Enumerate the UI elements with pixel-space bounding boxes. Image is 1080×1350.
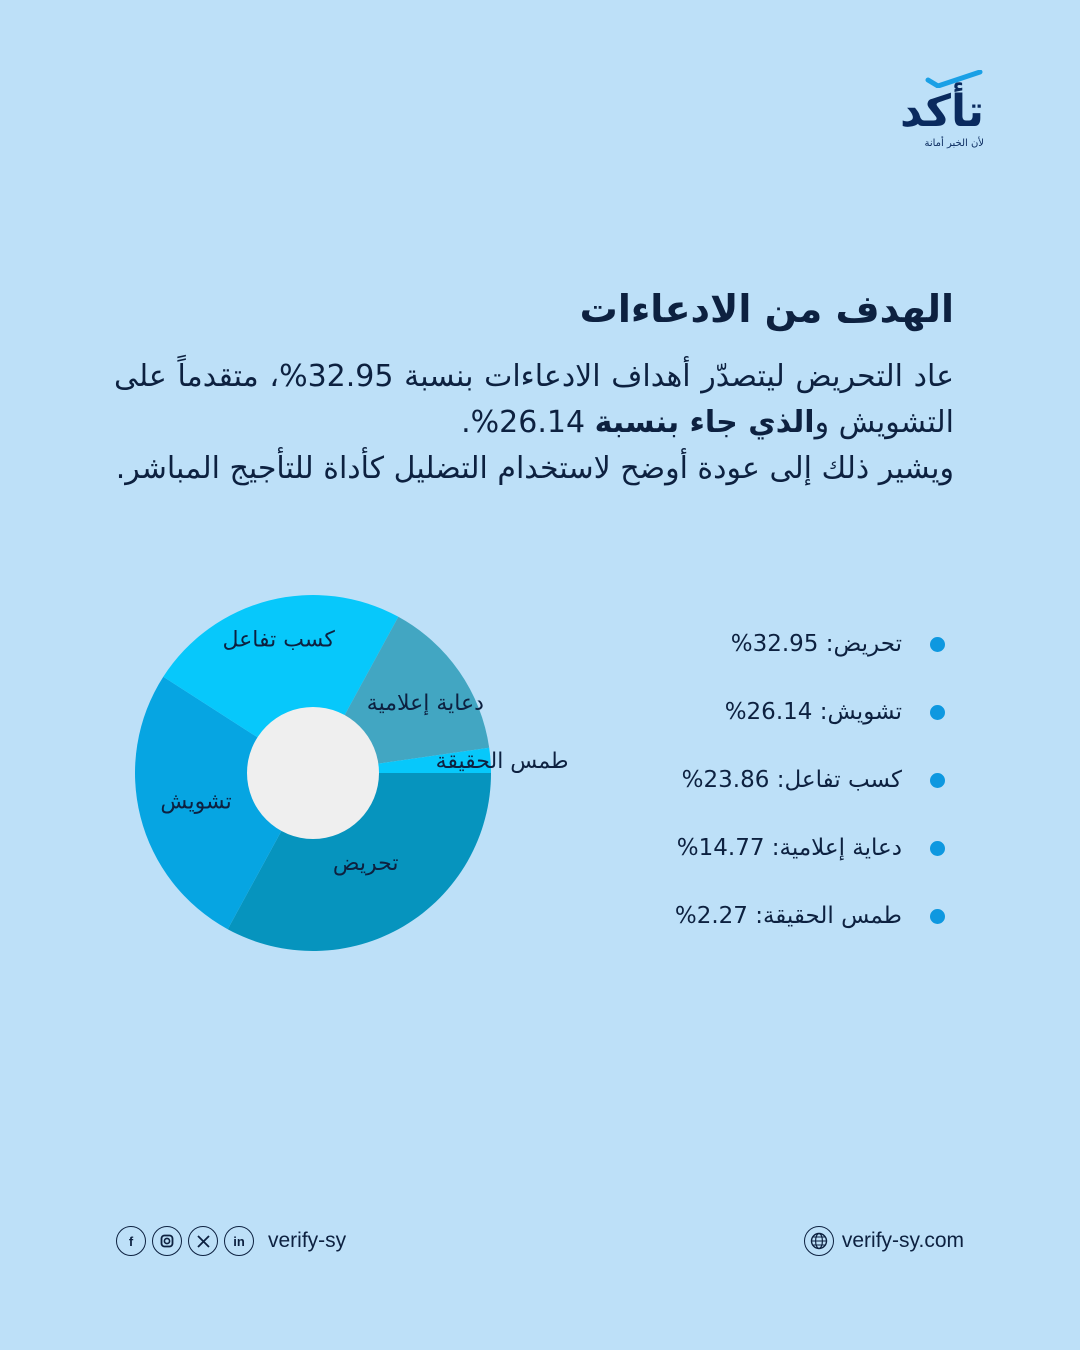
legend-bullet-icon [930,773,945,788]
legend-label: تحريض: 32.95% [730,631,902,657]
summary-paragraph-2: ويشير ذلك إلى عودة أوضح لاستخدام التضليل كأداة للتأجيج المباشر. [115,451,954,486]
globe-icon [804,1226,834,1256]
legend-item [615,814,945,882]
donut-chart [100,580,570,970]
legend-item [615,678,945,746]
x-icon[interactable] [188,1226,218,1256]
summary-text-2: 26.14%. [461,405,595,440]
social-links [116,1226,346,1256]
slice-label: تشويش [160,789,232,815]
legend-label: طمس الحقيقة: 2.27% [674,903,902,929]
website-url[interactable]: verify-sy.com [841,1229,964,1252]
legend-label: تشويش: 26.14% [724,699,902,725]
legend-label: كسب تفاعل: 23.86% [681,767,902,793]
legend-bullet-icon [930,909,945,924]
summary-bold-text: الذي جاء بنسبة [594,405,815,440]
legend-item [615,746,945,814]
slice-label: كسب تفاعل [222,627,335,653]
donut-center [247,707,379,839]
slice-label: طمس الحقيقة [435,749,569,775]
chart-legend [615,610,945,950]
instagram-icon[interactable] [152,1226,182,1256]
slice-label: تحريض [332,850,399,876]
legend-bullet-icon [930,637,945,652]
brand-logo [894,70,984,150]
legend-bullet-icon [930,705,945,720]
logo-tagline: لأن الخبر أمانة [924,138,984,149]
facebook-icon[interactable]: f [116,1226,146,1256]
main-content [114,282,954,492]
summary-text-1: عاد التحريض ليتصدّر أهداف الادعاءات بنسبة 32.95%، متقدماً على التشويش و [114,359,955,440]
legend-label: دعاية إعلامية: 14.77% [676,835,902,861]
logo-text: تأكد [899,86,984,137]
footer [116,1226,964,1260]
slice-label: دعاية إعلامية [366,690,484,716]
social-handle[interactable]: verify-sy [268,1229,347,1252]
legend-item [615,882,945,950]
linkedin-icon[interactable]: in [224,1226,254,1256]
page-title: الهدف من الادعاءات [579,287,954,331]
legend-bullet-icon [930,841,945,856]
website-link[interactable] [804,1226,964,1256]
legend-item [615,610,945,678]
summary-paragraph [114,354,954,446]
